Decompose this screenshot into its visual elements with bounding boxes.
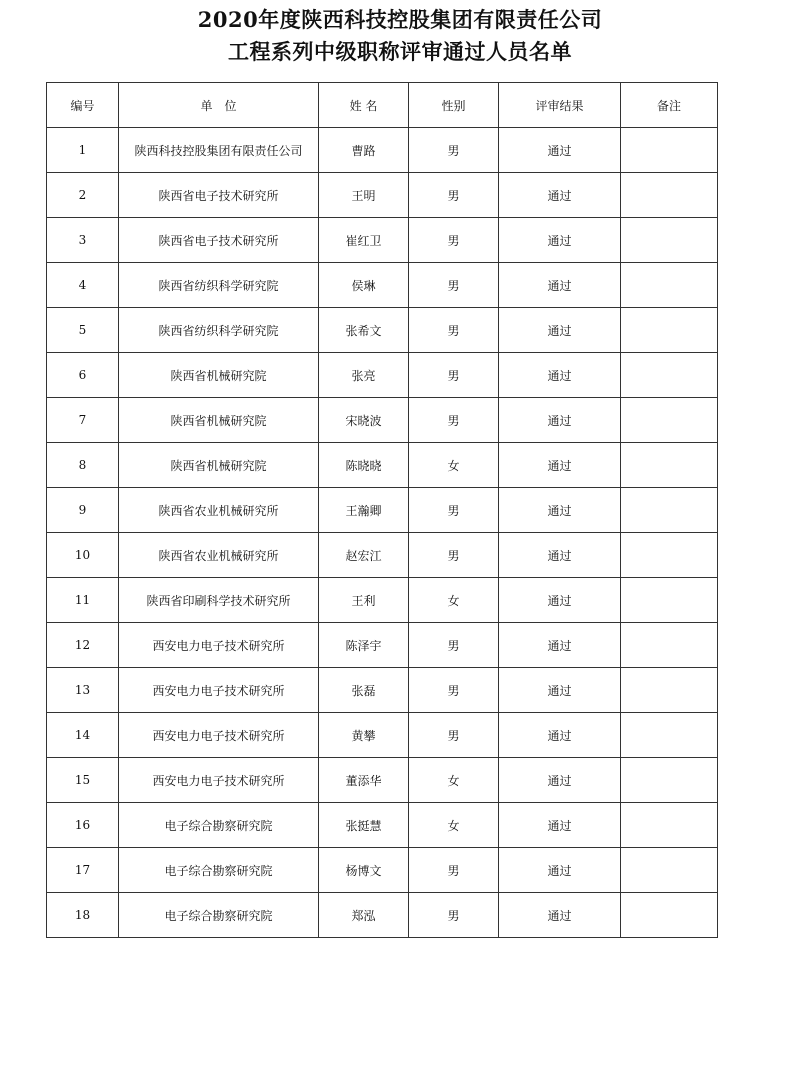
table-row bbox=[47, 263, 718, 308]
cell-gender: 男 bbox=[409, 848, 499, 893]
cell-unit: 西安电力电子技术研究所 bbox=[119, 713, 319, 758]
cell-gender: 男 bbox=[409, 218, 499, 263]
cell-name: 张挺慧 bbox=[319, 803, 409, 848]
cell-gender: 男 bbox=[409, 713, 499, 758]
cell-result: 通过 bbox=[499, 443, 621, 488]
cell-number: 12 bbox=[47, 623, 119, 668]
cell-gender: 男 bbox=[409, 128, 499, 173]
cell-note bbox=[621, 443, 718, 488]
table-body bbox=[47, 128, 718, 938]
header-row bbox=[47, 83, 718, 128]
cell-note bbox=[621, 758, 718, 803]
cell-unit: 电子综合勘察研究院 bbox=[119, 893, 319, 938]
table-row bbox=[47, 893, 718, 938]
cell-note bbox=[621, 488, 718, 533]
title-line-2: 工程系列中级职称评审通过人员名单 bbox=[228, 39, 572, 64]
cell-number: 6 bbox=[47, 353, 119, 398]
cell-unit: 西安电力电子技术研究所 bbox=[119, 758, 319, 803]
cell-unit: 陕西科技控股集团有限责任公司 bbox=[119, 128, 319, 173]
cell-number: 10 bbox=[47, 533, 119, 578]
cell-name: 陈晓晓 bbox=[319, 443, 409, 488]
table-row bbox=[47, 443, 718, 488]
cell-note bbox=[621, 668, 718, 713]
table-row bbox=[47, 668, 718, 713]
cell-number: 16 bbox=[47, 803, 119, 848]
cell-name: 崔红卫 bbox=[319, 218, 409, 263]
table-row bbox=[47, 353, 718, 398]
cell-name: 陈泽宇 bbox=[319, 623, 409, 668]
cell-unit: 陕西省机械研究院 bbox=[119, 443, 319, 488]
cell-unit: 电子综合勘察研究院 bbox=[119, 848, 319, 893]
cell-name: 侯琳 bbox=[319, 263, 409, 308]
cell-name: 郑泓 bbox=[319, 893, 409, 938]
cell-note bbox=[621, 533, 718, 578]
cell-gender: 女 bbox=[409, 803, 499, 848]
cell-gender: 男 bbox=[409, 893, 499, 938]
cell-number: 7 bbox=[47, 398, 119, 443]
cell-number: 9 bbox=[47, 488, 119, 533]
cell-result: 通过 bbox=[499, 713, 621, 758]
cell-result: 通过 bbox=[499, 353, 621, 398]
table-row bbox=[47, 758, 718, 803]
cell-unit: 西安电力电子技术研究所 bbox=[119, 623, 319, 668]
header-unit: 单 位 bbox=[119, 83, 319, 128]
table-row bbox=[47, 398, 718, 443]
table-row bbox=[47, 308, 718, 353]
cell-number: 1 bbox=[47, 128, 119, 173]
cell-name: 王明 bbox=[319, 173, 409, 218]
cell-unit: 电子综合勘察研究院 bbox=[119, 803, 319, 848]
cell-result: 通过 bbox=[499, 623, 621, 668]
cell-name: 曹路 bbox=[319, 128, 409, 173]
table-row bbox=[47, 803, 718, 848]
cell-unit: 陕西省印刷科学技术研究所 bbox=[119, 578, 319, 623]
cell-gender: 男 bbox=[409, 308, 499, 353]
cell-gender: 女 bbox=[409, 578, 499, 623]
cell-name: 张希文 bbox=[319, 308, 409, 353]
cell-result: 通过 bbox=[499, 758, 621, 803]
cell-note bbox=[621, 218, 718, 263]
cell-gender: 男 bbox=[409, 623, 499, 668]
cell-note bbox=[621, 353, 718, 398]
cell-gender: 男 bbox=[409, 668, 499, 713]
cell-unit: 陕西省农业机械研究所 bbox=[119, 488, 319, 533]
cell-result: 通过 bbox=[499, 218, 621, 263]
cell-gender: 男 bbox=[409, 398, 499, 443]
cell-result: 通过 bbox=[499, 533, 621, 578]
cell-name: 张亮 bbox=[319, 353, 409, 398]
header-note: 备注 bbox=[621, 83, 718, 128]
cell-unit: 陕西省纺织科学研究院 bbox=[119, 263, 319, 308]
table-row bbox=[47, 623, 718, 668]
table-row bbox=[47, 488, 718, 533]
cell-name: 杨博文 bbox=[319, 848, 409, 893]
cell-gender: 女 bbox=[409, 758, 499, 803]
cell-number: 4 bbox=[47, 263, 119, 308]
cell-number: 15 bbox=[47, 758, 119, 803]
cell-result: 通过 bbox=[499, 308, 621, 353]
cell-note bbox=[621, 713, 718, 758]
cell-note bbox=[621, 623, 718, 668]
cell-result: 通过 bbox=[499, 488, 621, 533]
cell-name: 张磊 bbox=[319, 668, 409, 713]
cell-number: 17 bbox=[47, 848, 119, 893]
cell-unit: 陕西省机械研究院 bbox=[119, 353, 319, 398]
cell-name: 王瀚卿 bbox=[319, 488, 409, 533]
document-title bbox=[0, 4, 800, 68]
cell-gender: 男 bbox=[409, 353, 499, 398]
cell-result: 通过 bbox=[499, 803, 621, 848]
cell-result: 通过 bbox=[499, 263, 621, 308]
cell-unit: 陕西省纺织科学研究院 bbox=[119, 308, 319, 353]
cell-number: 13 bbox=[47, 668, 119, 713]
cell-note bbox=[621, 578, 718, 623]
table-row bbox=[47, 173, 718, 218]
cell-number: 11 bbox=[47, 578, 119, 623]
cell-result: 通过 bbox=[499, 578, 621, 623]
cell-note bbox=[621, 803, 718, 848]
cell-result: 通过 bbox=[499, 848, 621, 893]
cell-note bbox=[621, 848, 718, 893]
cell-unit: 陕西省电子技术研究所 bbox=[119, 218, 319, 263]
cell-note bbox=[621, 308, 718, 353]
header-result: 评审结果 bbox=[499, 83, 621, 128]
cell-gender: 男 bbox=[409, 263, 499, 308]
cell-note bbox=[621, 128, 718, 173]
cell-gender: 男 bbox=[409, 173, 499, 218]
header-number: 编号 bbox=[47, 83, 119, 128]
title-line-1: 2020年度陕西科技控股集团有限责任公司 bbox=[197, 7, 603, 32]
table-row bbox=[47, 128, 718, 173]
cell-number: 18 bbox=[47, 893, 119, 938]
cell-name: 赵宏江 bbox=[319, 533, 409, 578]
cell-name: 王利 bbox=[319, 578, 409, 623]
table-row bbox=[47, 848, 718, 893]
cell-number: 5 bbox=[47, 308, 119, 353]
cell-result: 通过 bbox=[499, 173, 621, 218]
table-row bbox=[47, 578, 718, 623]
cell-name: 宋晓波 bbox=[319, 398, 409, 443]
header-name: 姓 名 bbox=[319, 83, 409, 128]
table-header bbox=[47, 83, 718, 128]
cell-name: 董添华 bbox=[319, 758, 409, 803]
cell-note bbox=[621, 263, 718, 308]
table-row bbox=[47, 713, 718, 758]
cell-gender: 男 bbox=[409, 533, 499, 578]
table-row bbox=[47, 533, 718, 578]
cell-note bbox=[621, 398, 718, 443]
cell-gender: 女 bbox=[409, 443, 499, 488]
cell-note bbox=[621, 893, 718, 938]
cell-result: 通过 bbox=[499, 893, 621, 938]
table-row bbox=[47, 218, 718, 263]
cell-unit: 陕西省农业机械研究所 bbox=[119, 533, 319, 578]
cell-number: 3 bbox=[47, 218, 119, 263]
cell-name: 黄攀 bbox=[319, 713, 409, 758]
cell-unit: 西安电力电子技术研究所 bbox=[119, 668, 319, 713]
cell-result: 通过 bbox=[499, 128, 621, 173]
cell-gender: 男 bbox=[409, 488, 499, 533]
cell-result: 通过 bbox=[499, 668, 621, 713]
header-gender: 性别 bbox=[409, 83, 499, 128]
cell-unit: 陕西省电子技术研究所 bbox=[119, 173, 319, 218]
approved-personnel-table bbox=[46, 82, 718, 938]
cell-note bbox=[621, 173, 718, 218]
cell-number: 8 bbox=[47, 443, 119, 488]
cell-number: 2 bbox=[47, 173, 119, 218]
cell-number: 14 bbox=[47, 713, 119, 758]
cell-unit: 陕西省机械研究院 bbox=[119, 398, 319, 443]
cell-result: 通过 bbox=[499, 398, 621, 443]
